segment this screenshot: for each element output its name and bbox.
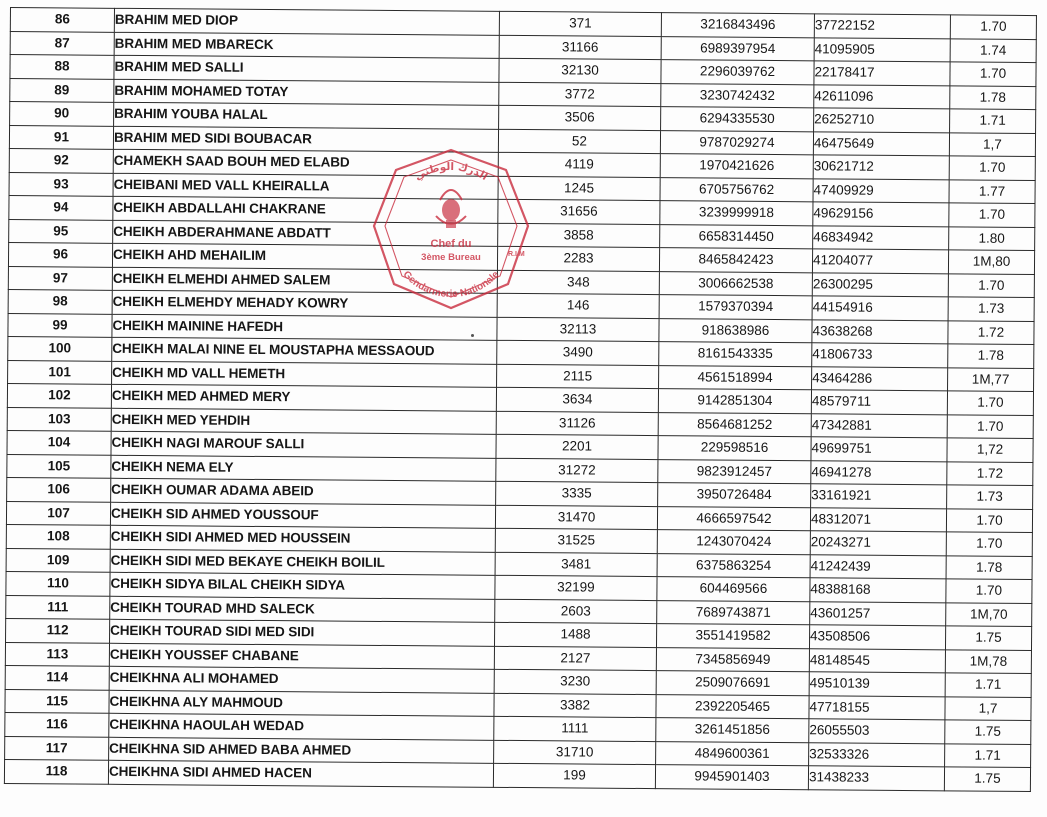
phone-cell: 32533326 bbox=[809, 742, 945, 767]
name-cell: CHEIKHNA SID AHMED BABA AHMED bbox=[109, 737, 494, 764]
name-cell: CHEIKH YOUSSEF CHABANE bbox=[109, 643, 494, 670]
phone-cell: 44154916 bbox=[812, 296, 948, 321]
height-cell: 1,7 bbox=[945, 696, 1031, 720]
matricule-cell: 3858 bbox=[498, 223, 660, 248]
nni-cell: 1970421626 bbox=[660, 154, 813, 179]
row-number-cell: 118 bbox=[4, 759, 108, 783]
height-cell: 1.70 bbox=[949, 203, 1035, 227]
row-number-cell: 97 bbox=[8, 266, 112, 290]
row-number-cell: 98 bbox=[8, 289, 112, 313]
svg-text:R.I.M: R.I.M bbox=[508, 251, 525, 258]
name-cell: CHEIKH MD VALL HEMETH bbox=[112, 361, 497, 388]
height-cell: 1.77 bbox=[949, 179, 1035, 203]
phone-cell: 46941278 bbox=[811, 460, 947, 485]
height-cell: 1.73 bbox=[948, 297, 1034, 321]
height-cell: 1,72 bbox=[947, 438, 1033, 462]
row-number-cell: 91 bbox=[9, 125, 113, 149]
matricule-cell: 146 bbox=[497, 293, 659, 318]
phone-cell: 48388168 bbox=[810, 578, 946, 603]
phone-cell: 47409929 bbox=[813, 178, 949, 203]
name-cell: BRAHIM YOUBA HALAL bbox=[114, 102, 499, 129]
row-number-cell: 107 bbox=[6, 501, 110, 525]
matricule-cell: 2603 bbox=[495, 599, 657, 624]
matricule-cell: 31710 bbox=[494, 740, 656, 765]
row-number-cell: 86 bbox=[10, 8, 114, 32]
height-cell: 1.71 bbox=[945, 673, 1031, 697]
height-cell: 1M,77 bbox=[948, 367, 1034, 391]
name-cell: CHAMEKH SAAD BOUH MED ELABD bbox=[113, 149, 498, 176]
height-cell: 1.70 bbox=[948, 273, 1034, 297]
height-cell: 1.75 bbox=[945, 626, 1031, 650]
nni-cell: 8564681252 bbox=[658, 412, 811, 437]
height-cell: 1.78 bbox=[950, 85, 1036, 109]
phone-cell: 48312071 bbox=[810, 507, 946, 532]
nni-cell: 8161543335 bbox=[659, 342, 812, 367]
row-number-cell: 108 bbox=[6, 524, 110, 548]
row-number-cell: 100 bbox=[8, 336, 112, 360]
matricule-cell: 31470 bbox=[495, 505, 657, 530]
matricule-cell: 3506 bbox=[499, 105, 661, 130]
name-cell: CHEIKH SIDYA BILAL CHEIKH SIDYA bbox=[110, 572, 495, 599]
name-cell: BRAHIM MED DIOP bbox=[114, 8, 499, 35]
matricule-cell: 3382 bbox=[494, 693, 656, 718]
row-number-cell: 105 bbox=[7, 454, 111, 478]
matricule-cell: 2127 bbox=[494, 646, 656, 671]
matricule-cell: 2201 bbox=[496, 434, 658, 459]
matricule-cell: 2115 bbox=[497, 364, 659, 389]
row-number-cell: 115 bbox=[5, 689, 109, 713]
height-cell: 1.75 bbox=[945, 720, 1031, 744]
name-cell: CHEIKH NEMA ELY bbox=[111, 455, 496, 482]
name-cell: CHEIKH ELMEHDI AHMED SALEM bbox=[112, 267, 497, 294]
matricule-cell: 3772 bbox=[499, 82, 661, 107]
height-cell: 1.70 bbox=[946, 508, 1032, 532]
matricule-cell: 31272 bbox=[496, 458, 658, 483]
height-cell: 1.72 bbox=[948, 320, 1034, 344]
nni-cell: 8465842423 bbox=[659, 248, 812, 273]
stamp-line-1: Chef du bbox=[430, 238, 472, 250]
phone-cell: 41242439 bbox=[810, 554, 946, 579]
phone-cell: 49510139 bbox=[809, 672, 945, 697]
row-number-cell: 117 bbox=[5, 736, 109, 760]
name-cell: CHEIKH OUMAR ADAMA ABEID bbox=[111, 478, 496, 505]
name-cell: CHEIKH SIDI MED BEKAYE CHEIKH BOILIL bbox=[110, 549, 495, 576]
phone-cell: 41204077 bbox=[812, 249, 948, 274]
matricule-cell: 3634 bbox=[496, 387, 658, 412]
row-number-cell: 92 bbox=[9, 148, 113, 172]
row-number-cell: 110 bbox=[6, 571, 110, 595]
height-cell: 1.72 bbox=[947, 461, 1033, 485]
name-cell: CHEIKH SID AHMED YOUSSOUF bbox=[110, 502, 495, 529]
row-number-cell: 111 bbox=[6, 595, 110, 619]
matricule-cell: 371 bbox=[499, 11, 661, 36]
phone-cell: 48148545 bbox=[809, 648, 945, 673]
nni-cell: 9142851304 bbox=[658, 389, 811, 414]
phone-cell: 30621712 bbox=[813, 155, 949, 180]
nni-cell: 3216843496 bbox=[661, 13, 814, 38]
height-cell: 1.74 bbox=[950, 38, 1036, 62]
phone-cell: 47342881 bbox=[811, 413, 947, 438]
nni-cell: 3551419582 bbox=[656, 624, 809, 649]
height-cell: 1M,80 bbox=[948, 250, 1034, 274]
matricule-cell: 52 bbox=[498, 129, 660, 154]
height-cell: 1.70 bbox=[949, 156, 1035, 180]
row-number-cell: 96 bbox=[8, 242, 112, 266]
row-number-cell: 106 bbox=[7, 477, 111, 501]
nni-cell: 1579370394 bbox=[659, 295, 812, 320]
matricule-cell: 348 bbox=[497, 270, 659, 295]
nni-cell: 6658314450 bbox=[660, 224, 813, 249]
height-cell: 1.70 bbox=[947, 391, 1033, 415]
nni-cell: 2296039762 bbox=[661, 60, 814, 85]
nni-cell: 9787029274 bbox=[660, 130, 813, 155]
row-number-cell: 116 bbox=[5, 712, 109, 736]
nni-cell: 3261451856 bbox=[656, 718, 809, 743]
row-number-cell: 93 bbox=[9, 172, 113, 196]
nni-cell: 2392205465 bbox=[656, 694, 809, 719]
name-cell: BRAHIM MED SALLI bbox=[114, 55, 499, 82]
height-cell: 1.71 bbox=[950, 109, 1036, 133]
phone-cell: 43638268 bbox=[812, 319, 948, 344]
name-cell: CHEIKH SIDI AHMED MED HOUSSEIN bbox=[110, 525, 495, 552]
height-cell: 1.80 bbox=[949, 226, 1035, 250]
nni-cell: 9823912457 bbox=[658, 459, 811, 484]
svg-text:Gendarmerie Nationale: Gendarmerie Nationale bbox=[400, 269, 502, 301]
nni-cell: 6375863254 bbox=[657, 553, 810, 578]
height-cell: 1.78 bbox=[948, 344, 1034, 368]
matricule-cell: 31656 bbox=[498, 199, 660, 224]
row-number-cell: 109 bbox=[6, 548, 110, 572]
phone-cell: 20243271 bbox=[810, 531, 946, 556]
height-cell: 1.70 bbox=[950, 62, 1036, 86]
table-body bbox=[4, 8, 1036, 792]
row-number-cell: 114 bbox=[5, 665, 109, 689]
name-cell: CHEIKH ABDALLAHI CHAKRANE bbox=[113, 196, 498, 223]
height-cell: 1.75 bbox=[944, 767, 1030, 791]
nni-cell: 6294335530 bbox=[661, 107, 814, 132]
matricule-cell: 2283 bbox=[497, 246, 659, 271]
row-number-cell: 88 bbox=[10, 55, 114, 79]
height-cell: 1,7 bbox=[949, 132, 1035, 156]
matricule-cell: 31525 bbox=[495, 528, 657, 553]
nni-cell: 3950726484 bbox=[658, 483, 811, 508]
matricule-cell: 32199 bbox=[495, 575, 657, 600]
name-cell: CHEIKH ABDERAHMANE ABDATT bbox=[113, 220, 498, 247]
phone-cell: 31438233 bbox=[808, 766, 944, 791]
phone-cell: 41806733 bbox=[812, 343, 948, 368]
row-number-cell: 95 bbox=[9, 219, 113, 243]
name-cell: CHEIKH TOURAD SIDI MED SIDI bbox=[110, 619, 495, 646]
nni-cell: 7689743871 bbox=[657, 600, 810, 625]
matricule-cell: 1111 bbox=[494, 716, 656, 741]
nni-cell: 3239999918 bbox=[660, 201, 813, 226]
name-cell: BRAHIM MED SIDI BOUBACAR bbox=[113, 126, 498, 153]
height-cell: 1.70 bbox=[947, 414, 1033, 438]
nni-cell: 6705756762 bbox=[660, 177, 813, 202]
phone-cell: 49629156 bbox=[813, 202, 949, 227]
matricule-cell: 3490 bbox=[497, 340, 659, 365]
height-cell: 1.70 bbox=[946, 579, 1032, 603]
name-cell: CHEIKH MED AHMED MERY bbox=[111, 384, 496, 411]
nni-cell: 4561518994 bbox=[659, 365, 812, 390]
nni-cell: 604469566 bbox=[657, 577, 810, 602]
matricule-cell: 4119 bbox=[498, 152, 660, 177]
nni-cell: 7345856949 bbox=[656, 647, 809, 672]
name-cell: CHEIKHNA SIDI AHMED HACEN bbox=[108, 760, 493, 787]
stamp-line-2: 3ème Bureau bbox=[421, 252, 481, 263]
phone-cell: 41095905 bbox=[814, 37, 950, 62]
phone-cell: 42611096 bbox=[814, 84, 950, 109]
row-number-cell: 102 bbox=[7, 383, 111, 407]
height-cell: 1M,70 bbox=[946, 602, 1032, 626]
name-cell: BRAHIM MED MBARECK bbox=[114, 32, 499, 59]
matricule-cell: 32113 bbox=[497, 317, 659, 342]
matricule-cell: 32130 bbox=[499, 58, 661, 83]
row-number-cell: 99 bbox=[8, 313, 112, 337]
name-cell: CHEIKH MALAI NINE EL MOUSTAPHA MESSAOUD bbox=[112, 337, 497, 364]
phone-cell: 46475649 bbox=[813, 131, 949, 156]
height-cell: 1.70 bbox=[946, 532, 1032, 556]
row-number-cell: 90 bbox=[10, 102, 114, 126]
nni-cell: 4666597542 bbox=[657, 506, 810, 531]
phone-cell: 26055503 bbox=[809, 719, 945, 744]
nni-cell: 2509076691 bbox=[656, 671, 809, 696]
phone-cell: 49699751 bbox=[811, 437, 947, 462]
matricule-cell: 3481 bbox=[495, 552, 657, 577]
matricule-cell: 1488 bbox=[494, 622, 656, 647]
height-cell: 1.70 bbox=[950, 15, 1036, 39]
matricule-cell: 1245 bbox=[498, 176, 660, 201]
name-cell: CHEIKHNA ALI MOHAMED bbox=[109, 666, 494, 693]
phone-cell: 43464286 bbox=[812, 366, 948, 391]
name-cell: CHEIKH ELMEHDY MEHADY KOWRY bbox=[112, 290, 497, 317]
phone-cell: 22178417 bbox=[814, 61, 950, 86]
phone-cell: 46834942 bbox=[813, 225, 949, 250]
nni-cell: 3230742432 bbox=[661, 83, 814, 108]
nni-cell: 6989397954 bbox=[661, 36, 814, 61]
height-cell: 1.78 bbox=[946, 555, 1032, 579]
name-cell: CHEIKHNA ALY MAHMOUD bbox=[109, 690, 494, 717]
phone-cell: 47718155 bbox=[809, 695, 945, 720]
row-number-cell: 104 bbox=[7, 430, 111, 454]
phone-cell: 43601257 bbox=[810, 601, 946, 626]
phone-cell: 37722152 bbox=[814, 14, 950, 39]
phone-cell: 33161921 bbox=[811, 484, 947, 509]
matricule-cell: 3230 bbox=[494, 669, 656, 694]
phone-cell: 48579711 bbox=[811, 390, 947, 415]
matricule-cell: 31126 bbox=[496, 411, 658, 436]
name-cell: BRAHIM MOHAMED TOTAY bbox=[114, 79, 499, 106]
nni-cell: 1243070424 bbox=[657, 530, 810, 555]
row-number-cell: 94 bbox=[9, 195, 113, 219]
phone-cell: 26252710 bbox=[814, 108, 950, 133]
row-number-cell: 113 bbox=[5, 642, 109, 666]
nni-cell: 4849600361 bbox=[656, 741, 809, 766]
height-cell: 1M,78 bbox=[945, 649, 1031, 673]
phone-cell: 43508506 bbox=[809, 625, 945, 650]
name-cell: CHEIKH NAGI MAROUF SALLI bbox=[111, 431, 496, 458]
row-number-cell: 103 bbox=[7, 407, 111, 431]
height-cell: 1.73 bbox=[947, 485, 1033, 509]
ink-mark bbox=[471, 334, 474, 337]
matricule-cell: 31166 bbox=[499, 35, 661, 60]
phone-cell: 26300295 bbox=[812, 272, 948, 297]
nni-cell: 3006662538 bbox=[659, 271, 812, 296]
nni-cell: 229598516 bbox=[658, 436, 811, 461]
nni-cell: 9945901403 bbox=[655, 765, 808, 790]
name-cell: CHEIKH MAININE HAFEDH bbox=[112, 314, 497, 341]
matricule-cell: 199 bbox=[493, 763, 655, 788]
nni-cell: 918638986 bbox=[659, 318, 812, 343]
row-number-cell: 87 bbox=[10, 31, 114, 55]
name-cell: CHEIKH AHD MEHAILIM bbox=[112, 243, 497, 270]
personnel-table bbox=[4, 7, 1037, 792]
row-number-cell: 101 bbox=[8, 360, 112, 384]
name-cell: CHEIKH TOURAD MHD SALECK bbox=[110, 596, 495, 623]
matricule-cell: 3335 bbox=[496, 481, 658, 506]
name-cell: CHEIKH MED YEHDIH bbox=[111, 408, 496, 435]
row-number-cell: 89 bbox=[10, 78, 114, 102]
svg-text:الدرك الوطني: الدرك الوطني bbox=[412, 160, 490, 183]
row-number-cell: 112 bbox=[6, 618, 110, 642]
name-cell: CHEIBANI MED VALL KHEIRALLA bbox=[113, 173, 498, 200]
height-cell: 1.71 bbox=[945, 743, 1031, 767]
name-cell: CHEIKHNA HAOULAH WEDAD bbox=[109, 713, 494, 740]
